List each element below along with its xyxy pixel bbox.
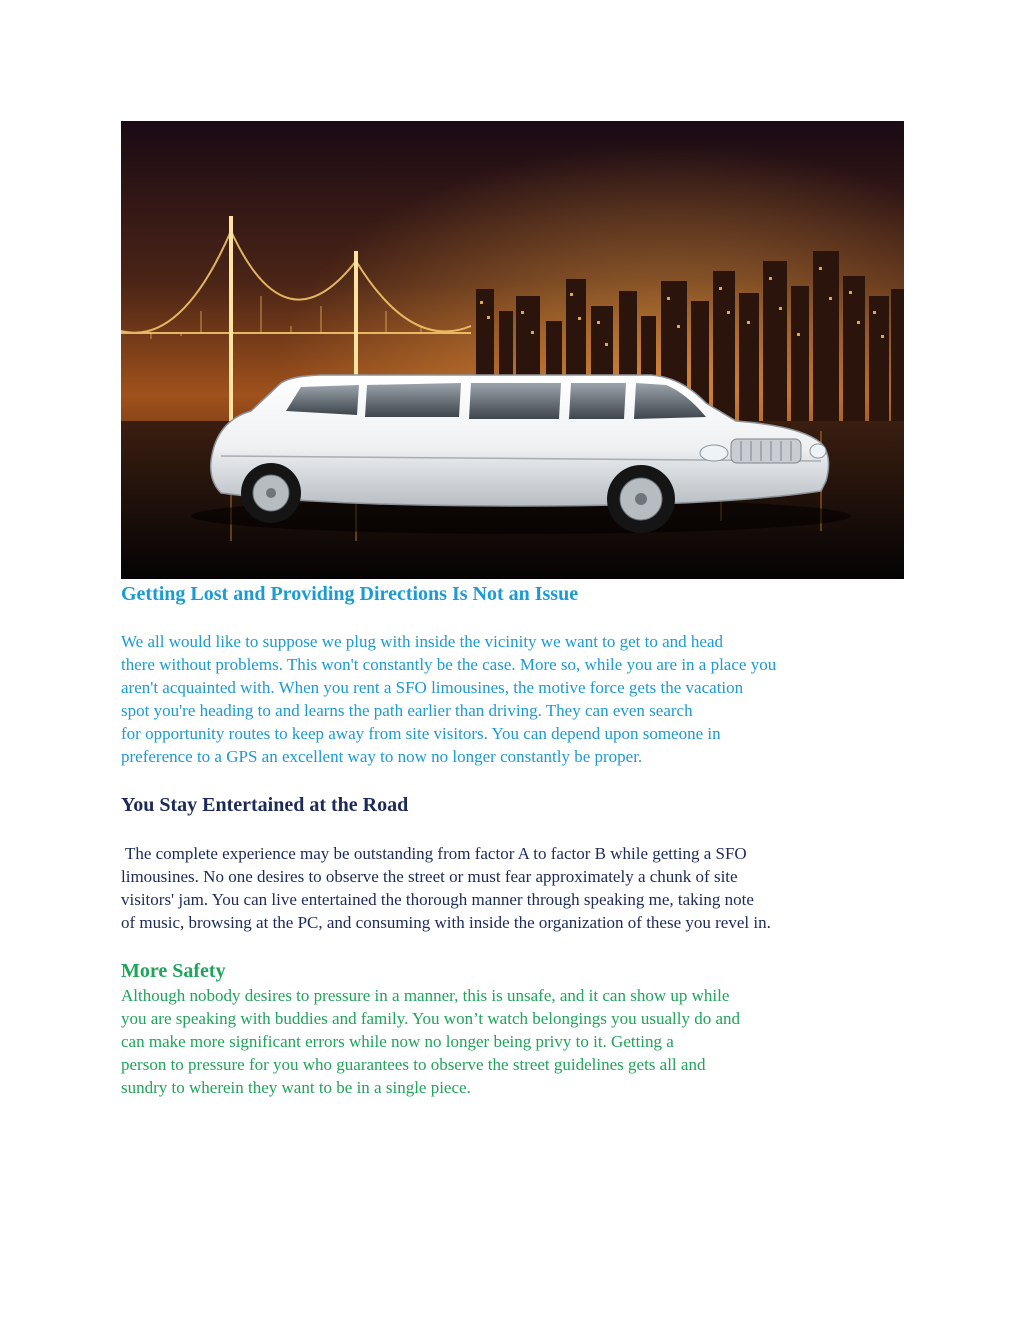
paragraph-line: of music, browsing at the PC, and consuming with inside the organization of these you revel in.: [121, 913, 771, 932]
section-title: You Stay Entertained at the Road: [121, 794, 409, 816]
paragraph-line: person to pressure for you who guarantees to observe the street guidelines gets all and: [121, 1055, 706, 1074]
hero-image: [121, 121, 904, 579]
paragraph-line: you are speaking with buddies and family. You won’t watch belongings you usually do and: [121, 1009, 741, 1028]
section-safety-body: [121, 984, 911, 1099]
paragraph-line: visitors' jam. You can live entertained the thorough manner through speaking me, taking note: [121, 890, 754, 909]
section-title: Getting Lost and Providing Directions Is Not an Issue: [121, 583, 579, 605]
paragraph-line: limousines. No one desires to observe the street or must fear approximately a chunk of site: [121, 867, 738, 886]
section-directions: [121, 582, 911, 606]
section-directions-body: [121, 630, 911, 768]
section-entertained-body: [121, 842, 911, 934]
limousine-city-night-photo: [121, 121, 904, 579]
paragraph-line: Although nobody desires to pressure in a manner, this is unsafe, and it can show up while: [121, 986, 730, 1005]
section-title: More Safety: [121, 960, 226, 982]
section-safety: [121, 959, 911, 983]
paragraph-line: sundry to wherein they want to be in a single piece.: [121, 1078, 471, 1097]
paragraph-line: The complete experience may be outstanding from factor A to factor B while getting a SFO: [121, 844, 747, 863]
paragraph-line: We all would like to suppose we plug with inside the vicinity we want to get to and head: [121, 632, 724, 651]
paragraph-line: preference to a GPS an excellent way to now no longer constantly be proper.: [121, 747, 643, 766]
paragraph-line: aren't acquainted with. When you rent a SFO limousines, the motive force gets the vacation: [121, 678, 744, 697]
paragraph-line: can make more significant errors while now no longer being privy to it. Getting a: [121, 1032, 674, 1051]
paragraph-line: there without problems. This won't constantly be the case. More so, while you are in a place you: [121, 655, 777, 674]
paragraph-line: spot you're heading to and learns the path earlier than driving. They can even search: [121, 701, 693, 720]
paragraph-line: for opportunity routes to keep away from site visitors. You can depend upon someone in: [121, 724, 721, 743]
section-entertained: [121, 793, 911, 817]
